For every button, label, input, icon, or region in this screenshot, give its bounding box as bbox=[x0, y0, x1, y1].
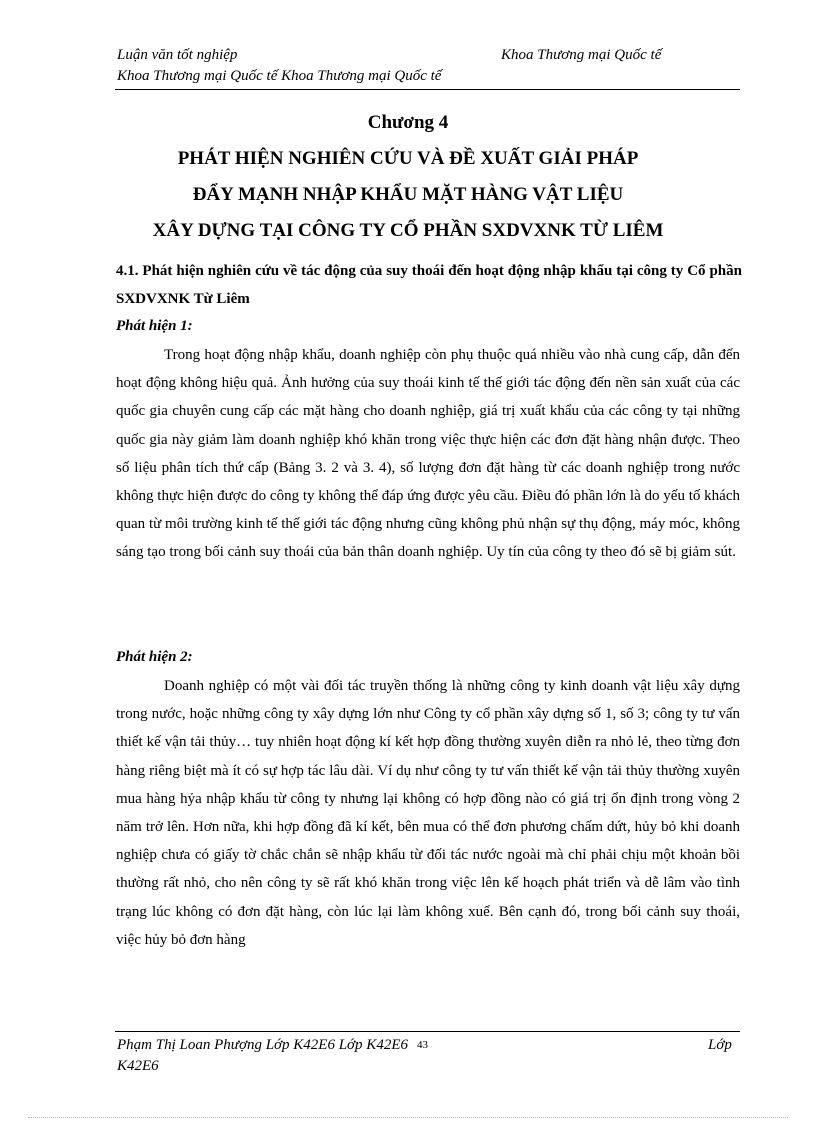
footer-class-code: K42E6 bbox=[117, 1058, 159, 1074]
page-number: 43 bbox=[417, 1039, 428, 1051]
chapter-label: Chương 4 bbox=[367, 112, 449, 133]
section-heading: 4.1. Phát hiện nghiên cứu về tác động của suy thoái đến hoạt động nhập khẩu tại công ty Cổ phần SXDVXNK Từ Liêm bbox=[116, 263, 742, 307]
finding-1-paragraph: Trong hoạt động nhập khẩu, doanh nghiệp còn phụ thuộc quá nhiều vào nhà cung cấp, dẫn đến hoạt động không hiệu quả. Ảnh hưởng của suy thoái kinh tế thế giới tác động đến nền sản xuất của các quốc gia chuyên cung cấp các mặt hàng cho doanh nghiệp, giá trị xuất khẩu của các công ty tại những quốc gia này giảm làm doanh nghiệp khó khăn trong việc thực hiện các đơn đặt hàng nhận được. Theo số liệu phân tích thứ cấp (Bảng 3. 2 và 3. 4), số lượng đơn đặt hàng từ các doanh nghiệp trong nước không thực hiện được do công ty không thể đáp ứng được yêu cầu. Điều đó phần lớn là do yếu tố khách quan từ môi trường kinh tế thế giới tác động nhưng cũng không phủ nhận sự thụ động, máy móc, không sáng tạo trong bối cảnh suy thoái của bản thân doanh nghiệp. Uy tín của công ty theo đó sẽ bị giảm sút. bbox=[116, 347, 740, 561]
footer-author: Phạm Thị Loan Phượng Lớp K42E6 Lớp K42E6 bbox=[117, 1037, 408, 1053]
header-thesis-label: Luận văn tốt nghiệp bbox=[117, 47, 238, 63]
page-bottom-border bbox=[28, 1117, 788, 1118]
chapter-title-line-3: XÂY DỰNG TẠI CÔNG TY CỔ PHẦN SXDVXNK TỪ LIÊM bbox=[152, 220, 664, 241]
chapter-title-line-2: ĐẨY MẠNH NHẬP KHẨU MẶT HÀNG VẬT LIỆU bbox=[192, 184, 624, 205]
header-rule bbox=[115, 89, 740, 90]
finding-1-label: Phát hiện 1: bbox=[116, 318, 193, 334]
finding-2-paragraph: Doanh nghiệp có một vài đối tác truyền thống là những công ty kinh doanh vật liệu xây dựng trong nước, hoặc những công ty xây dựng lớn như Công ty cổ phần xây dựng số 1, số 3; công ty tư vấn thiết kế vận tải thủy… tuy nhiên hoạt động kí kết hợp đồng thường xuyên diễn ra nhỏ lẻ, theo từng đơn hàng riêng biệt mà ít có sự hợp tác lâu dài. Ví dụ như công ty tư vấn thiết kế vận tải thủy thường xuyên mua hàng hỷa nhập khẩu từ công ty nhưng lại không có hợp đồng nào có giá trị ổn định trong vòng 2 năm trở lên. Hơn nữa, khi hợp đồng đã kí kết, bên mua có thể đơn phương chấm dứt, hủy bỏ khi doanh nghiệp chưa có giấy tờ chắc chắn sẽ nhập khẩu từ đối tác nước ngoài mà chỉ phải chịu một khoản bồi thường rất nhỏ, cho nên công ty sẽ rất khó khăn trong việc lên kế hoạch phát triển và dễ lâm vào tình trạng lúc không có đơn đặt hàng, còn lúc lại làm không xuể. Bên cạnh đó, trong bối cảnh suy thoái, việc hủy bỏ đơn hàng bbox=[116, 678, 740, 948]
chapter-title-line-1: PHÁT HIỆN NGHIÊN CỨU VÀ ĐỀ XUẤT GIẢI PHÁP bbox=[177, 148, 639, 169]
header-faculty-line: Khoa Thương mại Quốc tế Khoa Thương mại Quốc tế bbox=[117, 68, 442, 84]
footer-class-label: Lớp bbox=[708, 1037, 732, 1053]
finding-2-label: Phát hiện 2: bbox=[116, 649, 193, 665]
footer-rule bbox=[115, 1031, 740, 1032]
header-faculty-label: Khoa Thương mại Quốc tế bbox=[501, 47, 662, 63]
